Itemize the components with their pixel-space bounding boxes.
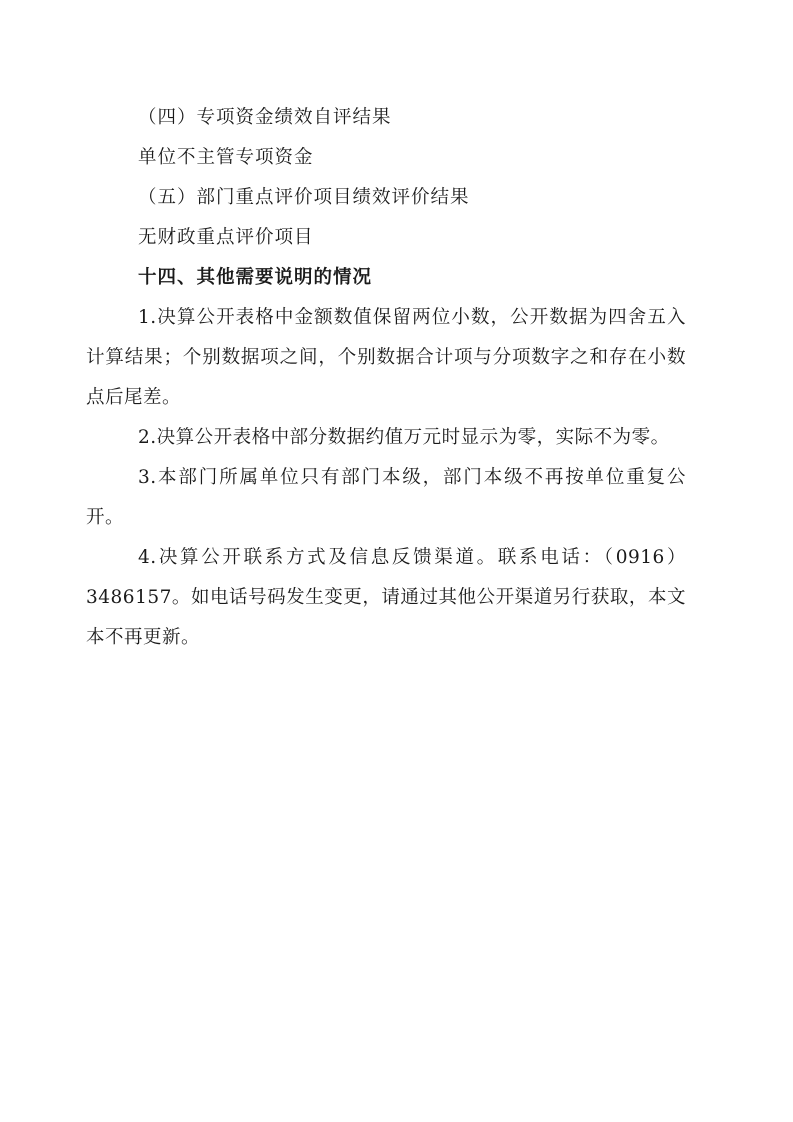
note-item-1: 1.决算公开表格中金额数值保留两位小数，公开数据为四舍五入计算结果；个别数据项之间，个别数据合计项与分项数字之和存在小数点后尾差。: [86, 307, 686, 408]
note-item-2: 2.决算公开表格中部分数据约值万元时显示为零，实际不为零。: [138, 427, 670, 448]
paragraph-no-special-funds: 单位不主管专项资金: [138, 147, 314, 168]
paragraph-no-key-projects: 无财政重点评价项目: [138, 227, 314, 248]
note-item-4: 4.决算公开联系方式及信息反馈渠道。联系电话：（0916）3486157。如电话号码发生变更，请通过其他公开渠道另行获取，本文本不再更新。: [86, 547, 686, 648]
section-heading-other-notes: 十四、其他需要说明的情况: [138, 267, 373, 288]
note-item-3: 3.本部门所属单位只有部门本级，部门本级不再按单位重复公开。: [86, 467, 686, 528]
subheading-special-funds-self-evaluation: （四）专项资金绩效自评结果: [138, 107, 392, 128]
document-body: [86, 98, 686, 658]
subheading-key-project-evaluation: （五）部门重点评价项目绩效评价结果: [138, 187, 470, 208]
